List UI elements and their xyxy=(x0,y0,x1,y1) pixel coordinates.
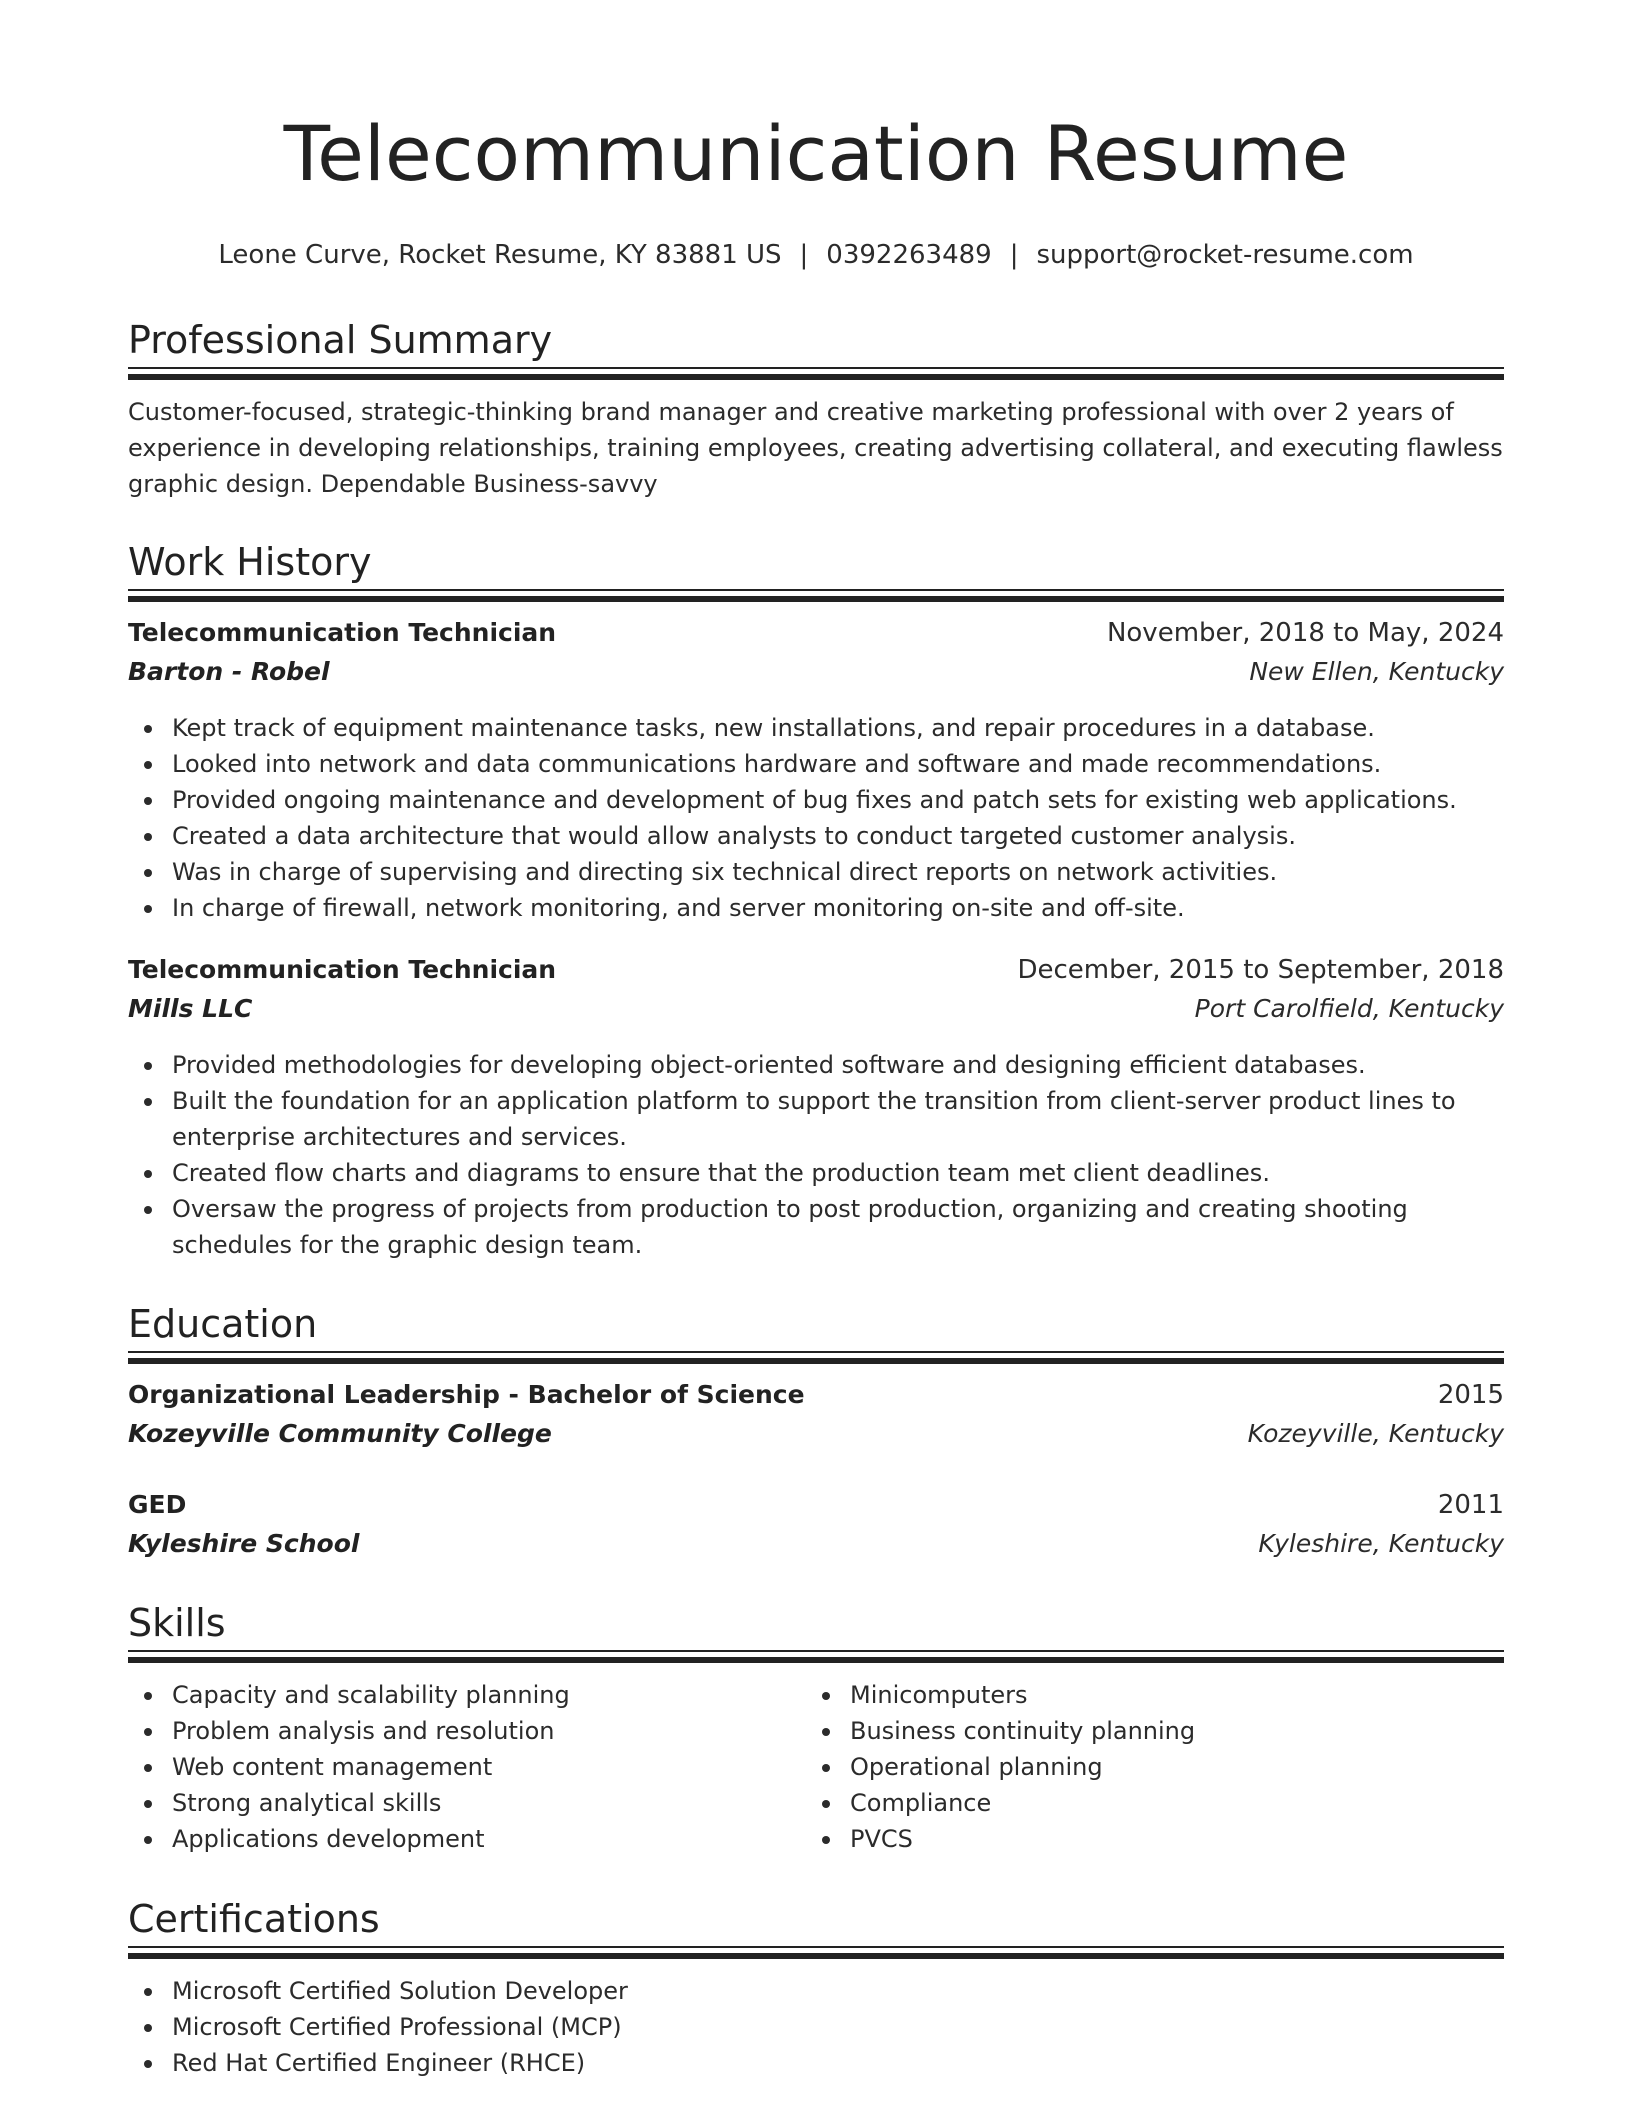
list-item: Created flow charts and diagrams to ensure that the production team met client deadlines. xyxy=(172,1155,1504,1191)
list-item: Microsoft Certified Solution Developer xyxy=(172,1973,1504,2009)
skills-list-right xyxy=(806,1677,1484,1857)
job-entry xyxy=(128,955,1504,1263)
education-location: Kozeyville, Kentucky xyxy=(1247,1419,1504,1448)
education-school: Kyleshire School xyxy=(128,1529,360,1558)
job-bullets xyxy=(128,1047,1504,1263)
education-entry xyxy=(128,1380,1504,1458)
section-heading-education: Education xyxy=(128,1302,318,1346)
education-year: 2011 xyxy=(1437,1490,1504,1520)
contact-phone: 0392263489 xyxy=(826,240,992,270)
list-item: Business continuity planning xyxy=(850,1713,1484,1749)
job-dates: November, 2018 to May, 2024 xyxy=(1106,618,1504,648)
list-item: Minicomputers xyxy=(850,1677,1484,1713)
work-history-section xyxy=(128,540,1504,1263)
list-item: Oversaw the progress of projects from production to post production, organizing and creating shooting schedules for the graphic design team. xyxy=(172,1191,1504,1263)
list-item: Strong analytical skills xyxy=(172,1785,806,1821)
section-divider xyxy=(128,1650,1504,1666)
job-company: Barton - Robel xyxy=(128,657,330,686)
section-divider xyxy=(128,1946,1504,1962)
summary-section xyxy=(128,318,1504,502)
list-item: Compliance xyxy=(850,1785,1484,1821)
list-item: Web content management xyxy=(172,1749,806,1785)
list-item: Applications development xyxy=(172,1821,806,1857)
job-title: Telecommunication Technician xyxy=(128,618,557,647)
list-item: Created a data architecture that would allow analysts to conduct targeted customer analysis. xyxy=(172,818,1504,854)
section-heading-work-history: Work History xyxy=(128,540,372,584)
job-dates: December, 2015 to September, 2018 xyxy=(1017,955,1504,985)
job-location: New Ellen, Kentucky xyxy=(1249,657,1504,686)
section-divider xyxy=(128,589,1504,605)
list-item: Problem analysis and resolution xyxy=(172,1713,806,1749)
summary-text: Customer-focused, strategic-thinking brand manager and creative marketing professional with over 2 years of experience in developing relationships, training employees, creating advertising collateral, and executing flawless graphic design. Dependable Business-savvy xyxy=(128,398,1503,498)
list-item: PVCS xyxy=(850,1821,1484,1857)
list-item: Microsoft Certified Professional (MCP) xyxy=(172,2009,1504,2045)
education-section xyxy=(128,1302,1504,1568)
list-item: Capacity and scalability planning xyxy=(172,1677,806,1713)
list-item: Kept track of equipment maintenance tasks, new installations, and repair procedures in a database. xyxy=(172,710,1504,746)
resume-title: Telecommunication Resume xyxy=(283,109,1349,198)
contact-separator: | xyxy=(1009,240,1019,270)
list-item: Provided methodologies for developing object-oriented software and designing efficient databases. xyxy=(172,1047,1504,1083)
list-item: Built the foundation for an application platform to support the transition from client-server product lines to enterprise architectures and services. xyxy=(172,1083,1504,1155)
job-title: Telecommunication Technician xyxy=(128,955,557,984)
job-entry xyxy=(128,618,1504,926)
list-item: Operational planning xyxy=(850,1749,1484,1785)
section-divider xyxy=(128,367,1504,383)
education-location: Kyleshire, Kentucky xyxy=(1258,1529,1504,1558)
section-heading-certifications: Certifications xyxy=(128,1897,380,1941)
certifications-list xyxy=(128,1973,1504,2081)
skills-columns xyxy=(128,1677,1504,1857)
contact-line xyxy=(128,240,1504,271)
skills-list-left xyxy=(128,1677,806,1857)
list-item: Provided ongoing maintenance and development of bug fixes and patch sets for existing web applications. xyxy=(172,782,1504,818)
section-heading-summary: Professional Summary xyxy=(128,318,553,362)
list-item: Was in charge of supervising and directing six technical direct reports on network activities. xyxy=(172,854,1504,890)
education-year: 2015 xyxy=(1437,1380,1504,1410)
list-item: Looked into network and data communications hardware and software and made recommendations. xyxy=(172,746,1504,782)
contact-address: Leone Curve, Rocket Resume, KY 83881 US xyxy=(218,240,782,270)
certifications-section xyxy=(128,1897,1504,2081)
job-bullets xyxy=(128,710,1504,926)
education-degree: GED xyxy=(128,1490,187,1519)
list-item: Red Hat Certified Engineer (RHCE) xyxy=(172,2045,1504,2081)
section-divider xyxy=(128,1351,1504,1367)
job-location: Port Carolfield, Kentucky xyxy=(1194,994,1504,1023)
education-school: Kozeyville Community College xyxy=(128,1419,552,1448)
education-degree: Organizational Leadership - Bachelor of Science xyxy=(128,1380,805,1409)
contact-separator: | xyxy=(799,240,809,270)
education-entry xyxy=(128,1490,1504,1568)
section-heading-skills: Skills xyxy=(128,1601,226,1645)
skills-section xyxy=(128,1601,1504,1857)
contact-email: support@rocket-resume.com xyxy=(1036,240,1414,270)
list-item: In charge of firewall, network monitoring, and server monitoring on-site and off-site. xyxy=(172,890,1504,926)
job-company: Mills LLC xyxy=(128,994,253,1023)
